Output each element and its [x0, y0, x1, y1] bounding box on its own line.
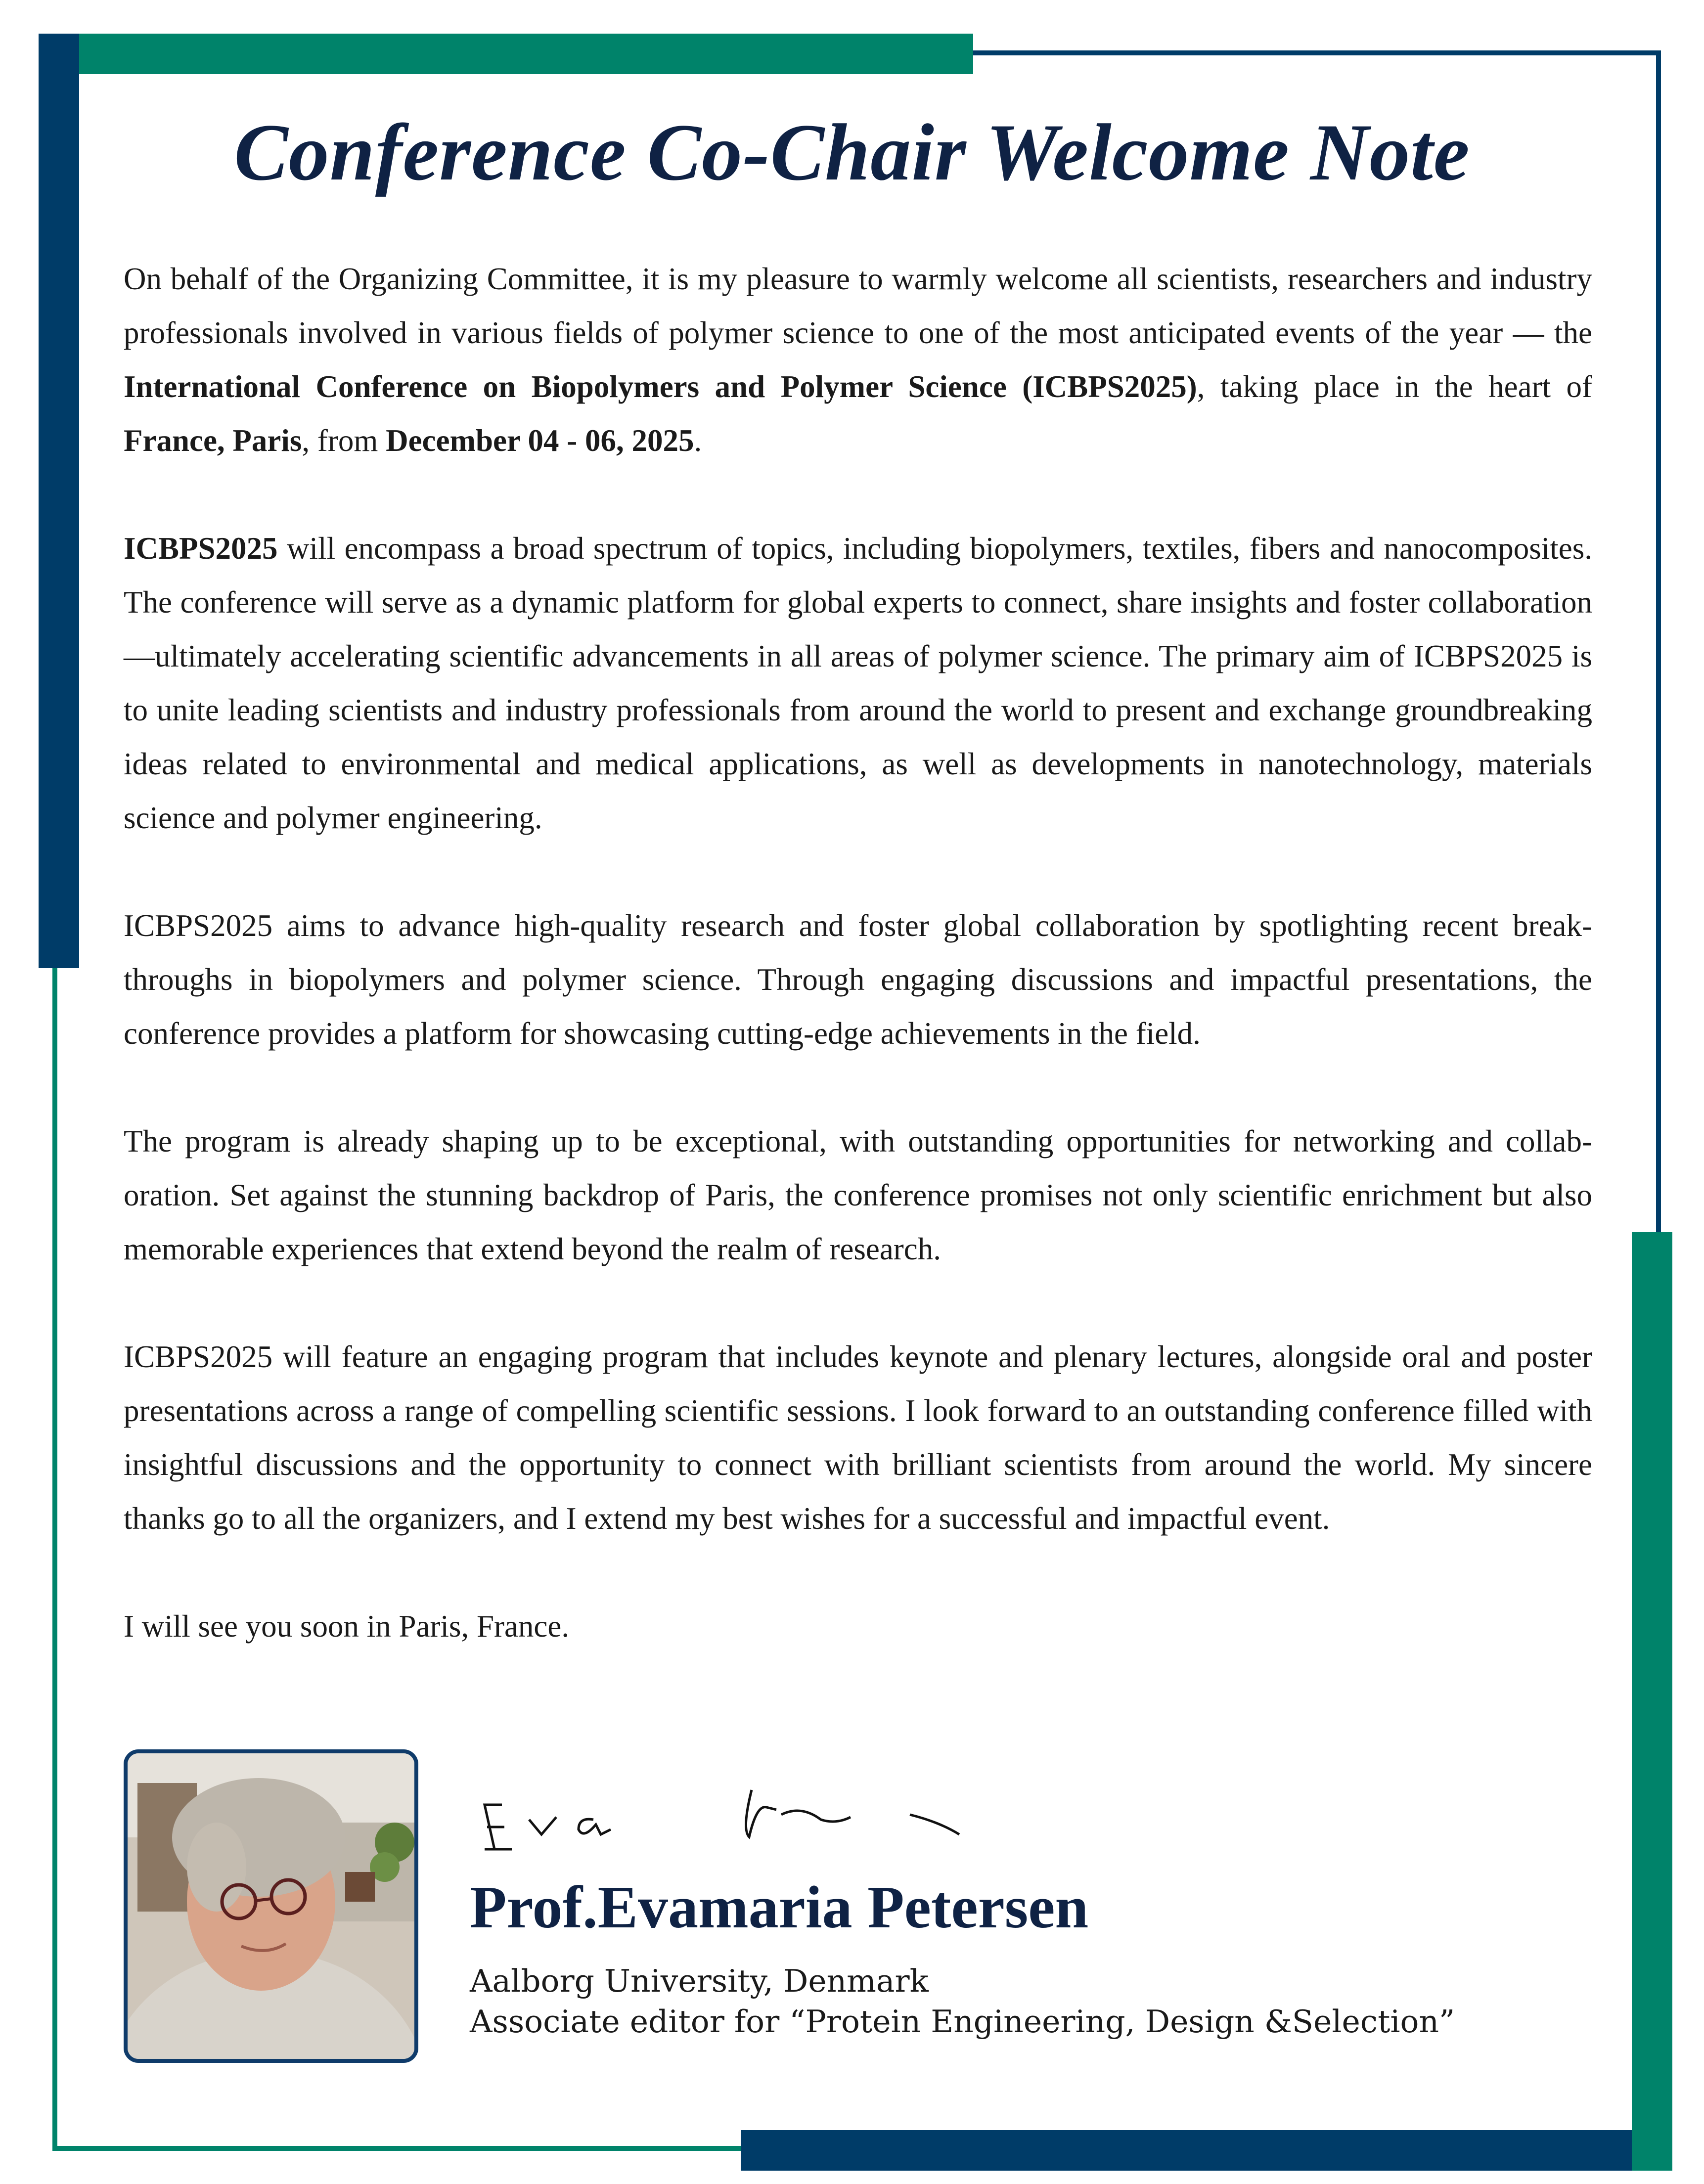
portrait-image — [128, 1753, 414, 2059]
paragraph-5: ICBPS2025 will feature an engaging program that includes keynote and plenary lectures, alongside oral and poster presentations across a range of compelling scientific sessions. I look forward to an outstanding conference filled with insightful discussions and the opportunity to connect with brilliant scientists from around the world. My sincere thanks go to all the organizers, and I extend my best wishes for a successful and impactful event. — [124, 1339, 1592, 1536]
page-title: Conference Co-Chair Welcome Note — [234, 108, 1470, 197]
paragraph-6: I will see you soon in Paris, France. — [124, 1609, 570, 1644]
conference-location: France, Paris — [124, 423, 302, 458]
frame-navy-bottom-bar — [741, 2130, 1632, 2171]
signer-role: Associate editor for “Protein Engineering, Design &Selection” — [470, 2004, 1455, 2040]
paragraph-3: ICBPS2025 aims to advance high-quality research and foster global collaboration by spotlighting recent breakthroughs in biopolymers and polymer science. Through engaging discussions and impactful presentations, the conference provides a platform for showcasing cutting-edge achievements in the field. — [124, 908, 1592, 1051]
letter-body — [124, 252, 1592, 1707]
portrait-photo — [124, 1749, 418, 2063]
p1-text-c: , taking place in the heart of — [1197, 369, 1592, 404]
p1-text-g: . — [694, 423, 702, 458]
signer-details — [470, 1961, 1455, 2042]
paragraph-2 — [124, 522, 1592, 845]
frame-green-right-bar — [1632, 1232, 1672, 2171]
signer-name: Prof.Evamaria Petersen — [470, 1874, 1089, 1941]
p2-acronym: ICBPS2025 — [124, 531, 278, 566]
paragraph-4: The program is already shaping up to be exceptional, with outstanding opportunities for networking and collaboration. Set against the stunning backdrop of Paris, the conference promises not only scientific enrichment but also memorable experiences that extend beyond the realm of research. — [124, 1124, 1592, 1266]
frame-green-left-line — [52, 968, 57, 2151]
frame-navy-top-line — [973, 50, 1661, 55]
p1-text-e: , from — [302, 423, 386, 458]
handwritten-signature — [465, 1770, 1058, 1869]
p2-text: will encompass a broad spectrum of topics, including biopolymers, textiles, fibers and nanocomposites. The conference will serve as a dynamic platform for global experts to connect, share insights and foster collaboration—ultimately accelerating scientific advancements in all areas of polymer science. The primary aim of ICBPS2025 is to unite leading scientists and industry professionals from around the world to present and exchange groundbreaking ideas related to environmental and medical applications, as well as developments in nanotechnology, materials science and polymer engineering. — [124, 531, 1592, 835]
signer-affiliation: Aalborg University, Denmark — [470, 1963, 929, 1999]
frame-green-top-bar — [79, 34, 973, 74]
conference-dates: December 04 - 06, 2025 — [386, 423, 694, 458]
frame-green-bottom-line — [52, 2146, 741, 2151]
paragraph-1 — [124, 252, 1592, 468]
p1-text-a: On behalf of the Organizing Committee, it is my pleasure to warmly welcome all scientists, researchers and industry professionals involved in various fields of polymer science to one of the most anticipated events of the year — the — [124, 262, 1592, 350]
conference-name: International Conference on Biopolymers and Polymer Science (ICBPS2025) — [124, 369, 1197, 404]
frame-navy-right-line — [1656, 50, 1661, 1232]
